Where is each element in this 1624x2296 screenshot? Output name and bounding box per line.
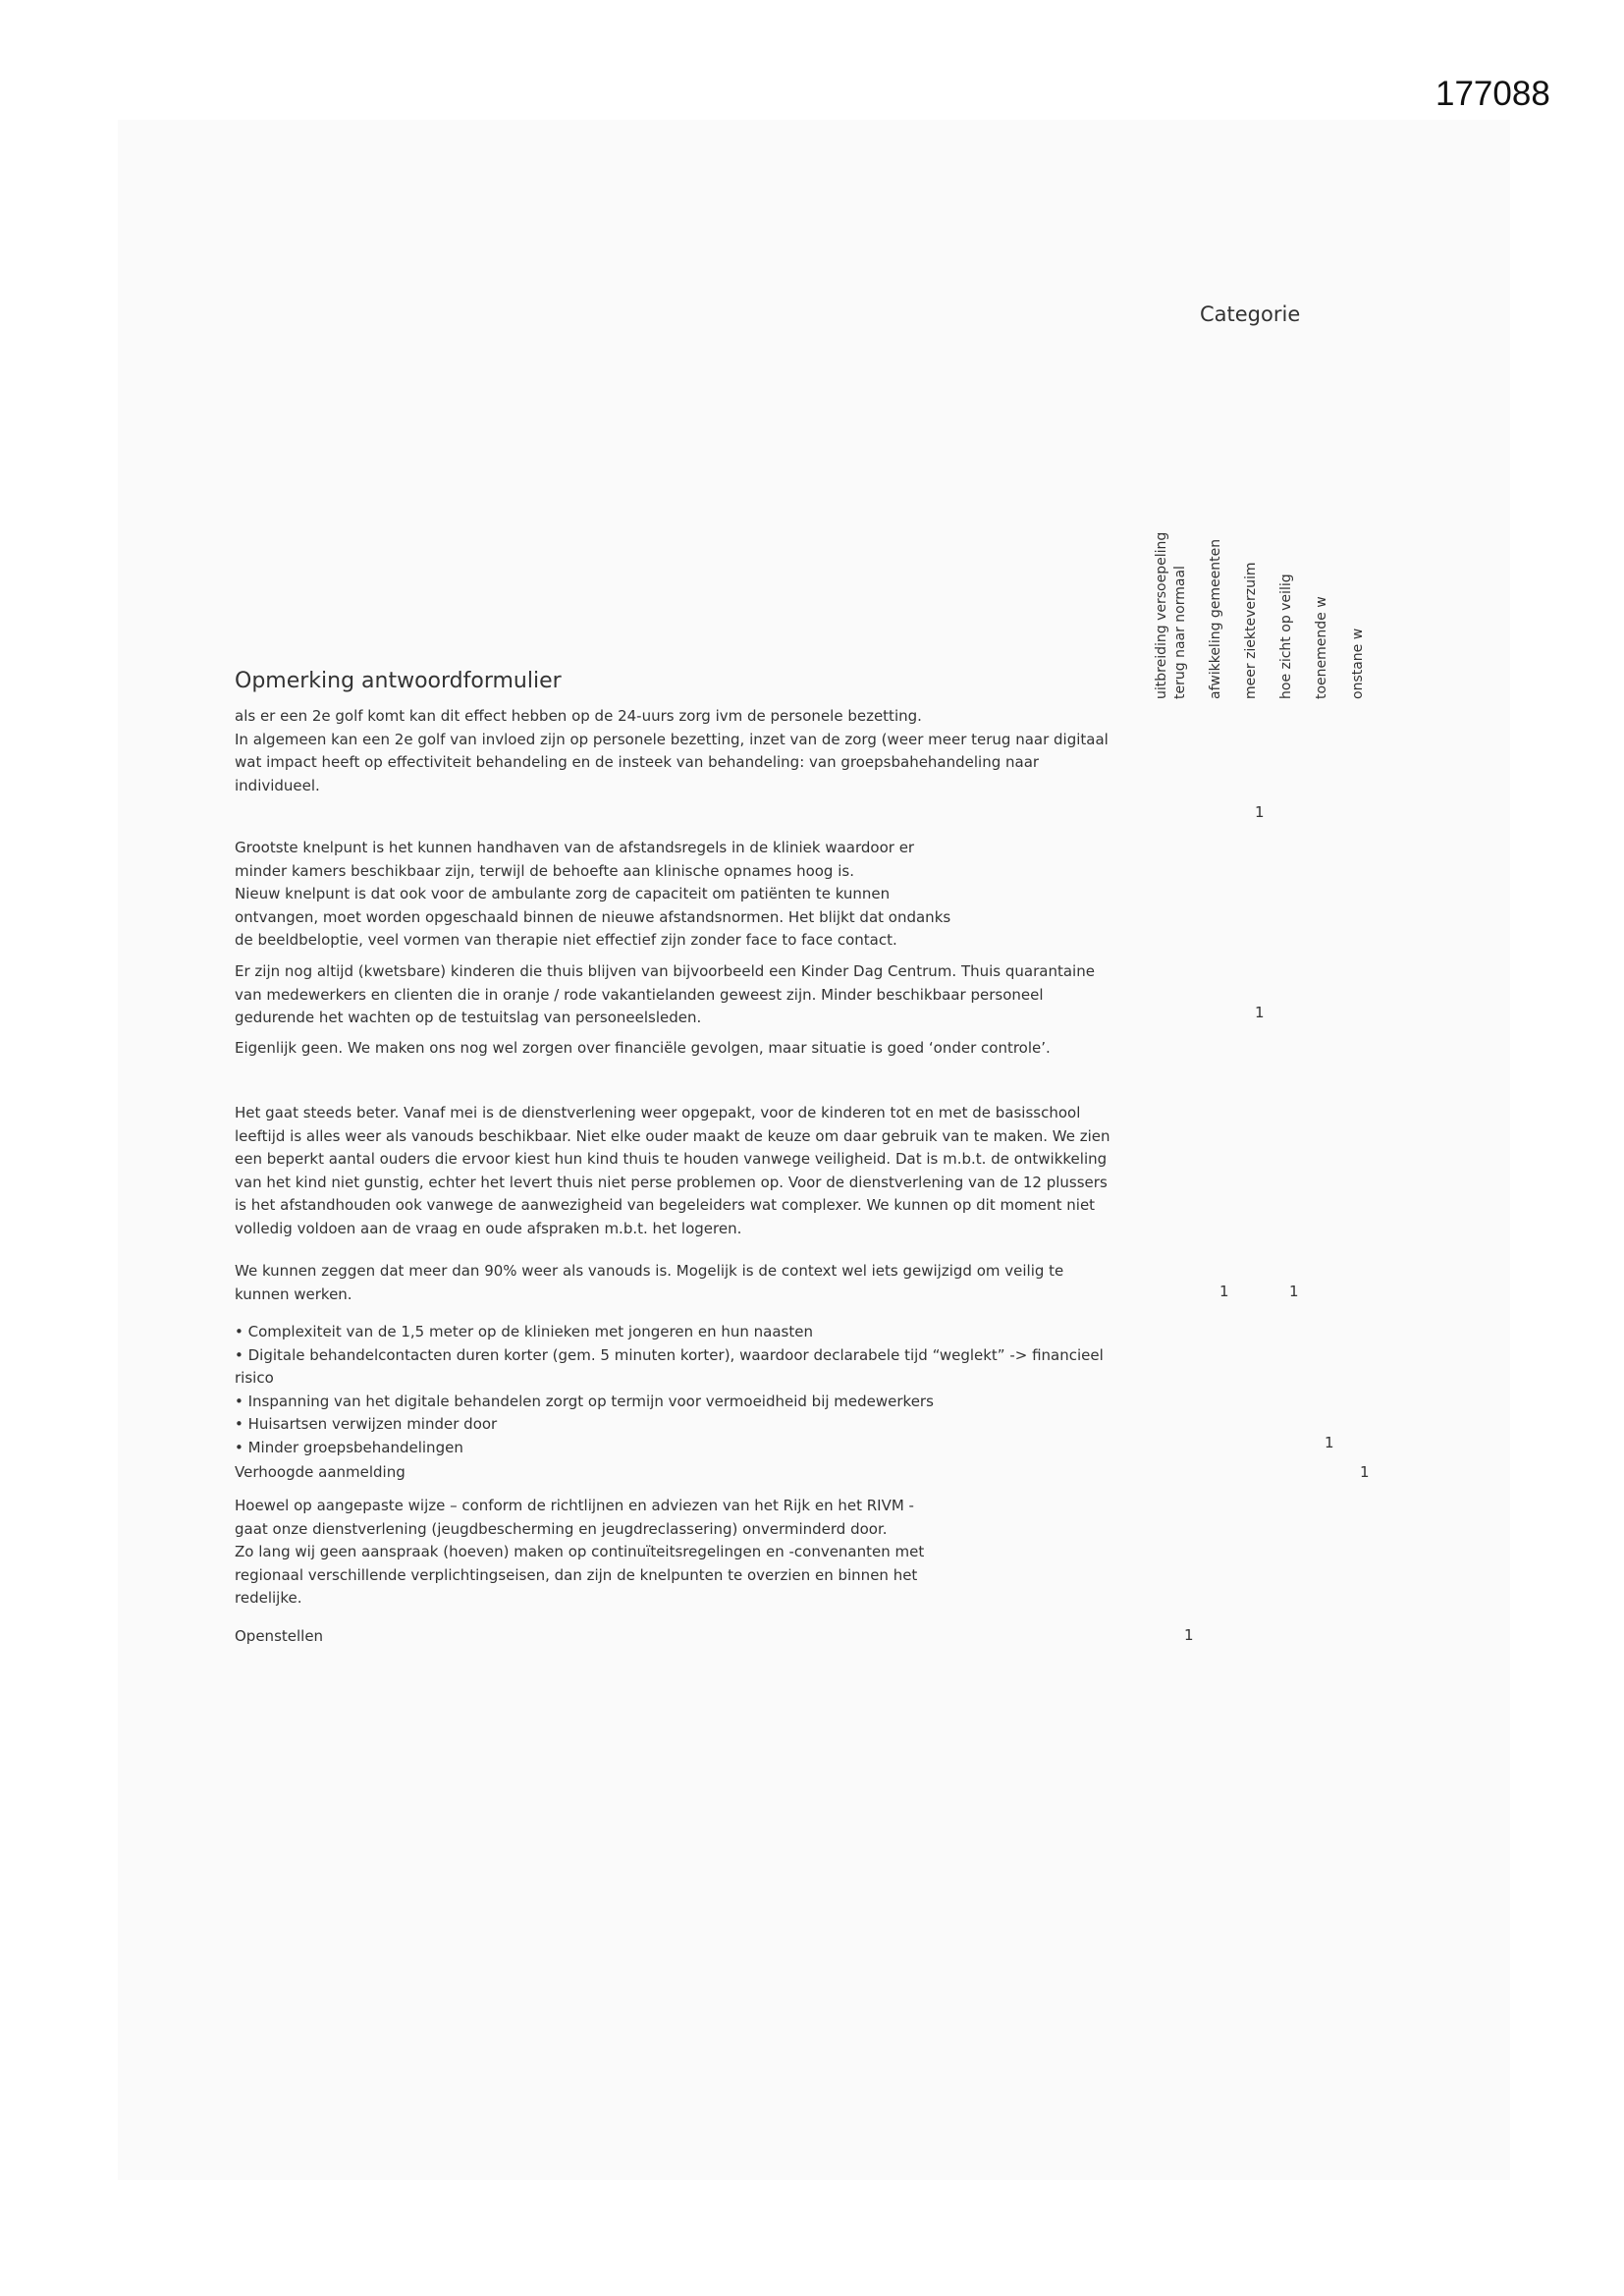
remark-line: minder kamers beschikbaar zijn, terwijl de behoefte aan klinische opnames hoog is.	[235, 861, 854, 880]
category-mark: 1	[1184, 1626, 1194, 1644]
remark-line: als er een 2e golf komt kan dit effect hebben op de 24-uurs zorg ivm de personele bezetting.	[235, 707, 922, 725]
category-mark: 1	[1289, 1283, 1299, 1300]
category-title: Categorie	[1200, 302, 1301, 326]
remark-line: de beeldbeloptie, veel vormen van therapie niet effectief zijn zonder face to face contact.	[235, 931, 897, 949]
remark-line: Het gaat steeds beter. Vanaf mei is de dienstverlening weer opgepakt, voor de kinderen tot en met de basisschool	[235, 1104, 1081, 1121]
section-title: Opmerking antwoordformulier	[235, 669, 562, 693]
remark-row	[235, 1625, 1148, 1649]
remark-line: ontvangen, moet worden opgeschaald binnen de nieuwe afstandsnormen. Het blijkt dat ondanks	[235, 907, 951, 926]
remark-line: leeftijd is alles weer als vanouds beschikbaar. Niet elke ouder maakt de keuze om daar gebruik van te maken. We zien	[235, 1126, 1110, 1145]
remark-line: Grootste knelpunt is het kunnen handhaven van de afstandsregels in de kliniek waardoor er	[235, 839, 915, 856]
bullet-line: risico	[235, 1369, 274, 1387]
remark-line: Hoewel op aangepaste wijze – conform de richtlijnen en adviezen van het Rijk en het RIVM -	[235, 1497, 914, 1514]
remark-line: In algemeen kan een 2e golf van invloed zijn op personele bezetting, inzet van de zorg (weer meer terug naar digitaal	[235, 730, 1109, 748]
bullet-line: • Digitale behandelcontacten duren korter (gem. 5 minuten korter), waardoor declarabele tijd “weglekt” -> financieel	[235, 1345, 1104, 1364]
remark-line: kunnen werken.	[235, 1285, 352, 1303]
remark-line: Er zijn nog altijd (kwetsbare) kinderen die thuis blijven van bijvoorbeeld een Kinder Dag Centrum. Thuis quarantaine	[235, 962, 1095, 980]
category-mark: 1	[1255, 1004, 1265, 1021]
remark-row	[235, 1102, 1148, 1240]
bullet-line: • Inspanning van het digitale behandelen zorgt op termijn voor vermoeidheid bij medewerkers	[235, 1392, 934, 1410]
remark-line: wat impact heeft op effectiviteit behandeling en de insteek van behandeling: van groepsbahehandeling naar	[235, 753, 1040, 771]
bullet-line: • Complexiteit van de 1,5 meter op de klinieken met jongeren en hun naasten	[235, 1323, 813, 1340]
remark-row	[235, 1037, 1148, 1061]
remark-line: Eigenlijk geen. We maken ons nog wel zorgen over financiële gevolgen, maar situatie is goed ‘onder controle’.	[235, 1039, 1051, 1057]
remark-row	[235, 705, 1148, 797]
remark-line: redelijke.	[235, 1589, 302, 1607]
remark-line: individueel.	[235, 776, 320, 794]
document-number: 177088	[1435, 75, 1550, 113]
bullet-line: • Minder groepsbehandelingen	[235, 1438, 463, 1456]
remark-line: van het kind niet gunstig, echter het levert thuis niet perse problemen op. Voor de dienstverlening van de 12 plussers	[235, 1173, 1108, 1191]
remark-line: Nieuw knelpunt is dat ook voor de ambulante zorg de capaciteit om patiënten te kunnen	[235, 885, 891, 902]
remark-line: We kunnen zeggen dat meer dan 90% weer als vanouds is. Mogelijk is de context wel iets gewijzigd om veilig te	[235, 1262, 1064, 1280]
remark-line: gaat onze dienstverlening (jeugdbescherming en jeugdreclassering) onverminderd door.	[235, 1519, 888, 1538]
category-mark: 1	[1325, 1434, 1334, 1451]
remark-line: gedurende het wachten op de testuitslag van personeelsleden.	[235, 1009, 702, 1026]
bullet-line: • Huisartsen verwijzen minder door	[235, 1415, 498, 1433]
remark-line: van medewerkers en clienten die in oranje / rode vakantielanden geweest zijn. Minder beschikbaar personeel	[235, 985, 1044, 1004]
remark-line: is het afstandhouden ook vanwege de aanwezigheid van begeleiders wat complexer. We kunnen op dit moment niet	[235, 1196, 1096, 1214]
category-mark: 1	[1255, 803, 1265, 821]
remark-line: Openstellen	[235, 1627, 324, 1645]
remark-row	[235, 1461, 1148, 1485]
remark-row	[235, 837, 1148, 953]
remark-line: Verhoogde aanmelding	[235, 1463, 406, 1481]
remark-line: volledig voldoen aan de vraag en oude afspraken m.b.t. het logeren.	[235, 1219, 742, 1237]
remark-row	[235, 960, 1148, 1030]
remark-line: regionaal verschillende verplichtingseisen, dan zijn de knelpunten te overzien en binnen het	[235, 1565, 918, 1584]
remark-line: Zo lang wij geen aanspraak (hoeven) maken op continuïteitsregelingen en -convenanten met	[235, 1543, 925, 1560]
remark-row	[235, 1321, 1148, 1459]
category-mark: 1	[1219, 1283, 1229, 1300]
remark-line: een beperkt aantal ouders die ervoor kiest hun kind thuis te houden vanwege veiligheid. Dat is m.b.t. de ontwikkeling	[235, 1150, 1108, 1168]
category-mark: 1	[1360, 1463, 1370, 1481]
remark-row	[235, 1260, 1148, 1306]
remark-row	[235, 1495, 1148, 1611]
